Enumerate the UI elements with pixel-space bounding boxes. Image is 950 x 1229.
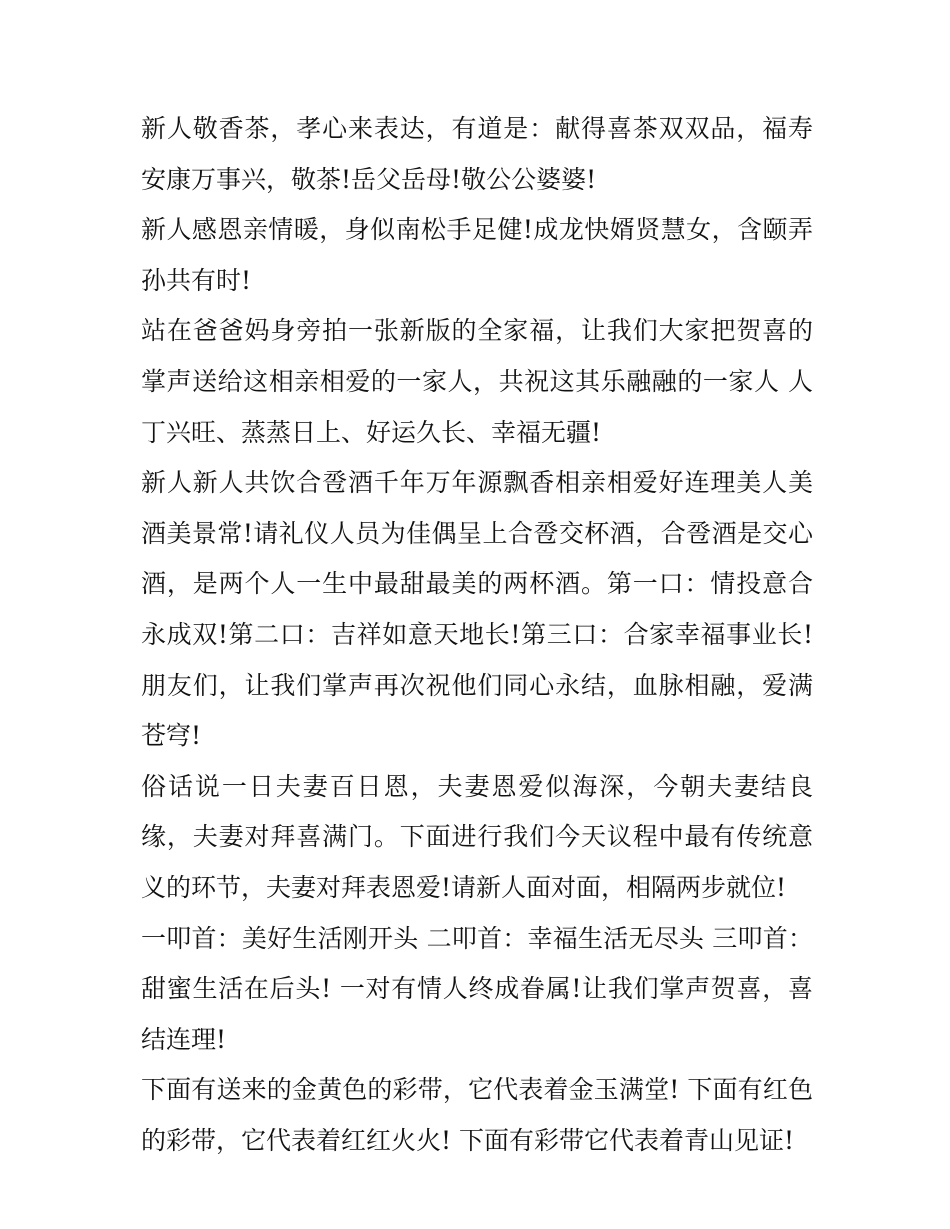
paragraph-couple-bow: 俗话说一日夫妻百日恩，夫妻恩爱似海深，今朝夫妻结良缘，夫妻对拜喜满门。下面进行我们今天议程中最有传统意义的环节，夫妻对拜表恩爱!请新人面对面，相隔两步就位! [141, 771, 813, 902]
paragraph-tea-ceremony: 新人敬香茶，孝心来表达，有道是：献得喜茶双双品，福寿安康万事兴，敬茶!岳父岳母!敬公公婆婆! [141, 114, 813, 194]
document-body [141, 104, 813, 1166]
paragraph-ribbons: 下面有送来的金黄色的彩带，它代表着金玉满堂! 下面有红色的彩带，它代表着红红火火! 下面有彩带它代表着青山见证! [141, 1075, 813, 1155]
paragraph-wedding-wine: 新人新人共饮合卺酒千年万年源飘香相亲相爱好连理美人美酒美景常!请礼仪人员为佳偶呈上合卺交杯酒，合卺酒是交心酒，是两个人一生中最甜最美的两杯酒。第一口：情投意合永成双!第二口：吉祥如意天地长!第三口：合家幸福事业长!朋友们，让我们掌声再次祝他们同心永结，血脉相融，爱满苍穹! [141, 468, 813, 751]
paragraph-family-photo: 站在爸爸妈身旁拍一张新版的全家福，让我们大家把贺喜的掌声送给这相亲相爱的一家人，共祝这其乐融融的一家人 人丁兴旺、蒸蒸日上、好运久长、幸福无疆! [141, 316, 813, 447]
paragraph-family-gratitude: 新人感恩亲情暖，身似南松手足健!成龙快婿贤慧女，含颐弄孙共有时! [141, 215, 813, 295]
paragraph-three-bows: 一叩首：美好生活刚开头 二叩首：幸福生活无尽头 三叩首：甜蜜生活在后头! 一对有情人终成眷属!让我们掌声贺喜，喜结连理! [141, 923, 813, 1054]
